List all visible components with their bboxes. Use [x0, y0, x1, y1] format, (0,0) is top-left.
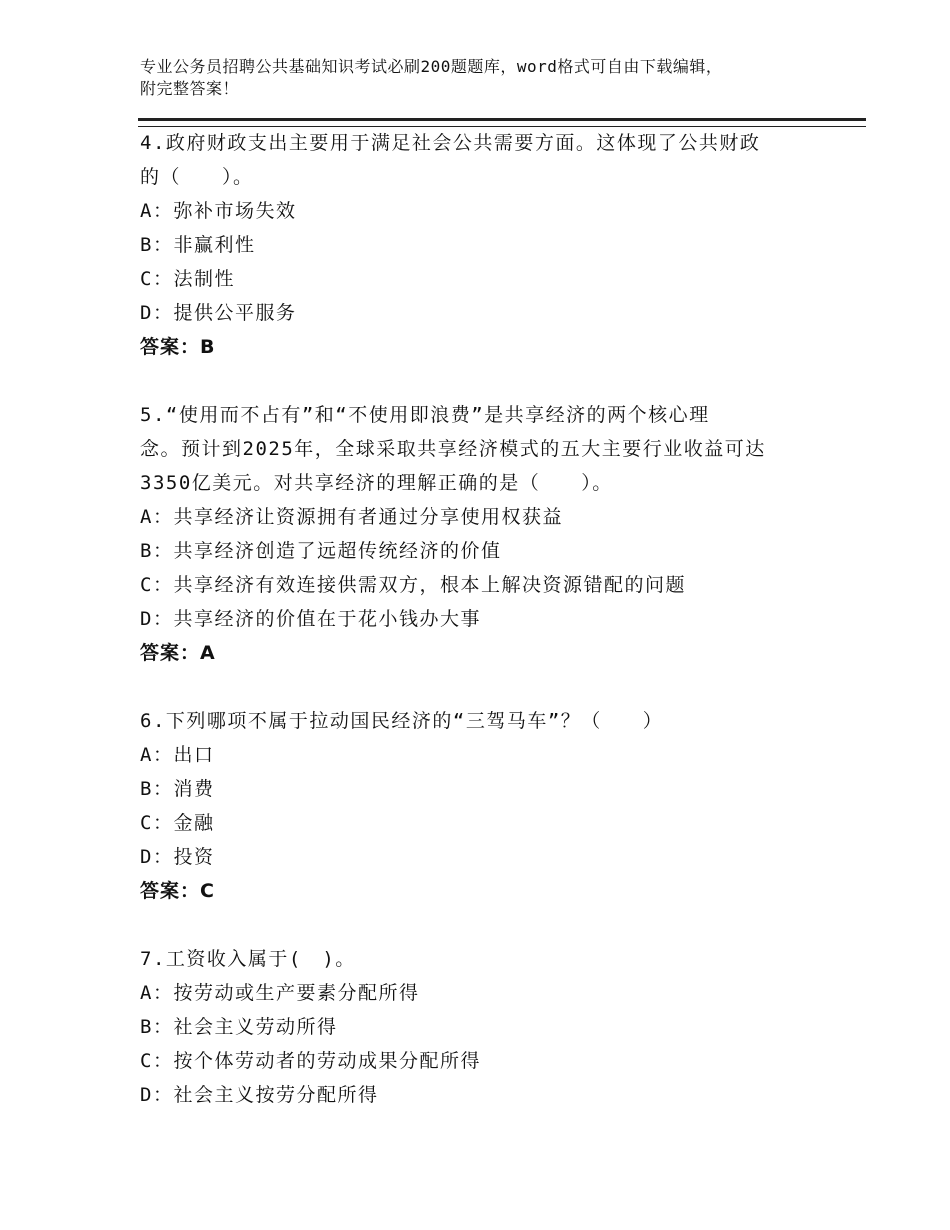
option-c: C：法制性	[140, 268, 235, 290]
header-line-2: 附完整答案！	[140, 79, 240, 98]
answer-label: 答案：A	[140, 642, 216, 664]
option-d: D：提供公平服务	[140, 302, 297, 324]
option-b: B：消费	[140, 778, 215, 800]
question-text: 5.“使用而不占有”和“不使用即浪费”是共享经济的两个核心理	[140, 404, 710, 426]
question-5	[140, 398, 830, 670]
option-d: D：投资	[140, 846, 215, 868]
option-a: A：弥补市场失效	[140, 200, 297, 222]
option-c: C：共享经济有效连接供需双方，根本上解决资源错配的问题	[140, 574, 686, 596]
question-text: 4.政府财政支出主要用于满足社会公共需要方面。这体现了公共财政	[140, 132, 761, 154]
question-text: 的（ ）。	[140, 166, 254, 188]
document-header	[140, 56, 840, 100]
option-c: C：按个体劳动者的劳动成果分配所得	[140, 1050, 481, 1072]
option-b: B：非赢利性	[140, 234, 256, 256]
option-b: B：共享经济创造了远超传统经济的价值	[140, 540, 502, 562]
option-c: C：金融	[140, 812, 215, 834]
question-text: 6.下列哪项不属于拉动国民经济的“三驾马车”？（ ）	[140, 710, 664, 732]
answer-label: 答案：B	[140, 336, 216, 358]
question-7	[140, 942, 830, 1112]
question-text: 3350亿美元。对共享经济的理解正确的是（ ）。	[140, 472, 613, 494]
question-text: 念。预计到2025年，全球采取共享经济模式的五大主要行业收益可达	[140, 438, 766, 460]
option-d: D：共享经济的价值在于花小钱办大事	[140, 608, 481, 630]
option-a: A：按劳动或生产要素分配所得	[140, 982, 420, 1004]
answer-label: 答案：C	[140, 880, 215, 902]
question-6	[140, 704, 830, 908]
option-b: B：社会主义劳动所得	[140, 1016, 338, 1038]
header-line-1: 专业公务员招聘公共基础知识考试必刷200题题库，word格式可自由下载编辑，	[140, 57, 723, 76]
option-a: A：出口	[140, 744, 215, 766]
option-d: D：社会主义按劳分配所得	[140, 1084, 379, 1106]
option-a: A：共享经济让资源拥有者通过分享使用权获益	[140, 506, 563, 528]
question-text: 7.工资收入属于( )。	[140, 948, 356, 970]
question-list	[140, 126, 830, 1146]
question-4	[140, 126, 830, 364]
